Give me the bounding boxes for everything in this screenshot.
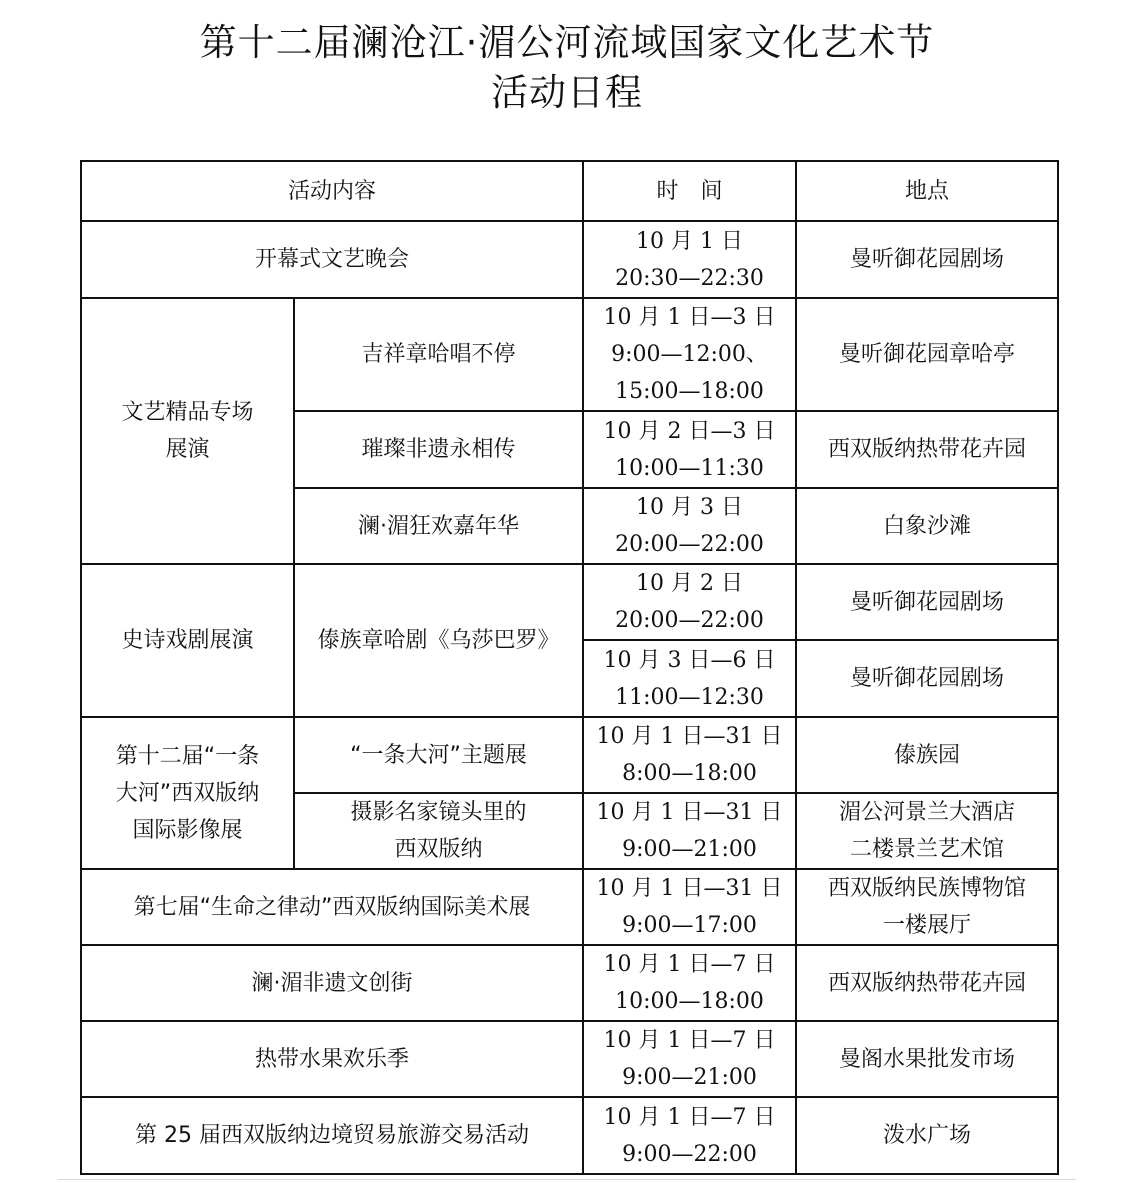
table-row [81, 298, 1058, 411]
location-showcase-3: 白象沙滩 [796, 488, 1058, 564]
title-line-2: 活动日程 [491, 71, 643, 114]
location-art: 西双版纳民族博物馆 一楼展厅 [796, 869, 1058, 945]
time-showcase-3: 10 月 3 日 20:00—22:00 [583, 488, 796, 564]
table-row [81, 564, 1058, 640]
time-photo-2: 10 月 1 日—31 日 9:00—21:00 [583, 793, 796, 869]
location-photo-1: 傣族园 [796, 717, 1058, 793]
activity-showcase-3: 澜·湄狂欢嘉年华 [294, 488, 583, 564]
location-showcase-1: 曼听御花园章哈亭 [796, 298, 1058, 411]
header-row [81, 161, 1058, 221]
header-content: 活动内容 [81, 161, 583, 221]
location-fruit: 曼阁水果批发市场 [796, 1021, 1058, 1097]
time-photo-1: 10 月 1 日—31 日 8:00—18:00 [583, 717, 796, 793]
time-opening: 10 月 1 日 20:30—22:30 [583, 221, 796, 298]
location-showcase-2: 西双版纳热带花卉园 [796, 411, 1058, 488]
schedule-table [80, 160, 1059, 1175]
time-trade: 10 月 1 日—7 日 9:00—22:00 [583, 1097, 796, 1174]
title-line-1: 第十二届澜沧江·湄公河流域国家文化艺术节 [199, 21, 935, 64]
activity-trade: 第 25 届西双版纳边境贸易旅游交易活动 [81, 1097, 583, 1174]
activity-art: 第七届“生命之律动”西双版纳国际美术展 [81, 869, 583, 945]
location-opening: 曼听御花园剧场 [796, 221, 1058, 298]
category-photo: 第十二届“一条 大河”西双版纳 国际影像展 [81, 717, 294, 869]
location-photo-2: 湄公河景兰大酒店 二楼景兰艺术馆 [796, 793, 1058, 869]
time-drama-2: 10 月 3 日—6 日 11:00—12:30 [583, 640, 796, 717]
time-drama-1: 10 月 2 日 20:00—22:00 [583, 564, 796, 640]
category-showcase: 文艺精品专场 展演 [81, 298, 294, 564]
time-showcase-2: 10 月 2 日—3 日 10:00—11:30 [583, 411, 796, 488]
time-art: 10 月 1 日—31 日 9:00—17:00 [583, 869, 796, 945]
time-showcase-1: 10 月 1 日—3 日 9:00—12:00、 15:00—18:00 [583, 298, 796, 411]
bottom-divider [58, 1179, 1076, 1180]
activity-drama: 傣族章哈剧《乌莎巴罗》 [294, 564, 583, 717]
location-trade: 泼水广场 [796, 1097, 1058, 1174]
location-drama-2: 曼听御花园剧场 [796, 640, 1058, 717]
activity-street: 澜·湄非遗文创街 [81, 945, 583, 1021]
time-street: 10 月 1 日—7 日 10:00—18:00 [583, 945, 796, 1021]
time-fruit: 10 月 1 日—7 日 9:00—21:00 [583, 1021, 796, 1097]
table-row [81, 1097, 1058, 1174]
table-row [81, 221, 1058, 298]
page-title [0, 18, 1134, 118]
header-time: 时 间 [583, 161, 796, 221]
location-drama-1: 曼听御花园剧场 [796, 564, 1058, 640]
category-drama: 史诗戏剧展演 [81, 564, 294, 717]
location-street: 西双版纳热带花卉园 [796, 945, 1058, 1021]
table-row [81, 717, 1058, 793]
table-row [81, 1021, 1058, 1097]
table-row [81, 869, 1058, 945]
activity-photo-1: “一条大河”主题展 [294, 717, 583, 793]
header-location: 地点 [796, 161, 1058, 221]
activity-opening: 开幕式文艺晚会 [81, 221, 583, 298]
table-row [81, 945, 1058, 1021]
activity-fruit: 热带水果欢乐季 [81, 1021, 583, 1097]
activity-photo-2: 摄影名家镜头里的 西双版纳 [294, 793, 583, 869]
activity-showcase-2: 璀璨非遗永相传 [294, 411, 583, 488]
activity-showcase-1: 吉祥章哈唱不停 [294, 298, 583, 411]
